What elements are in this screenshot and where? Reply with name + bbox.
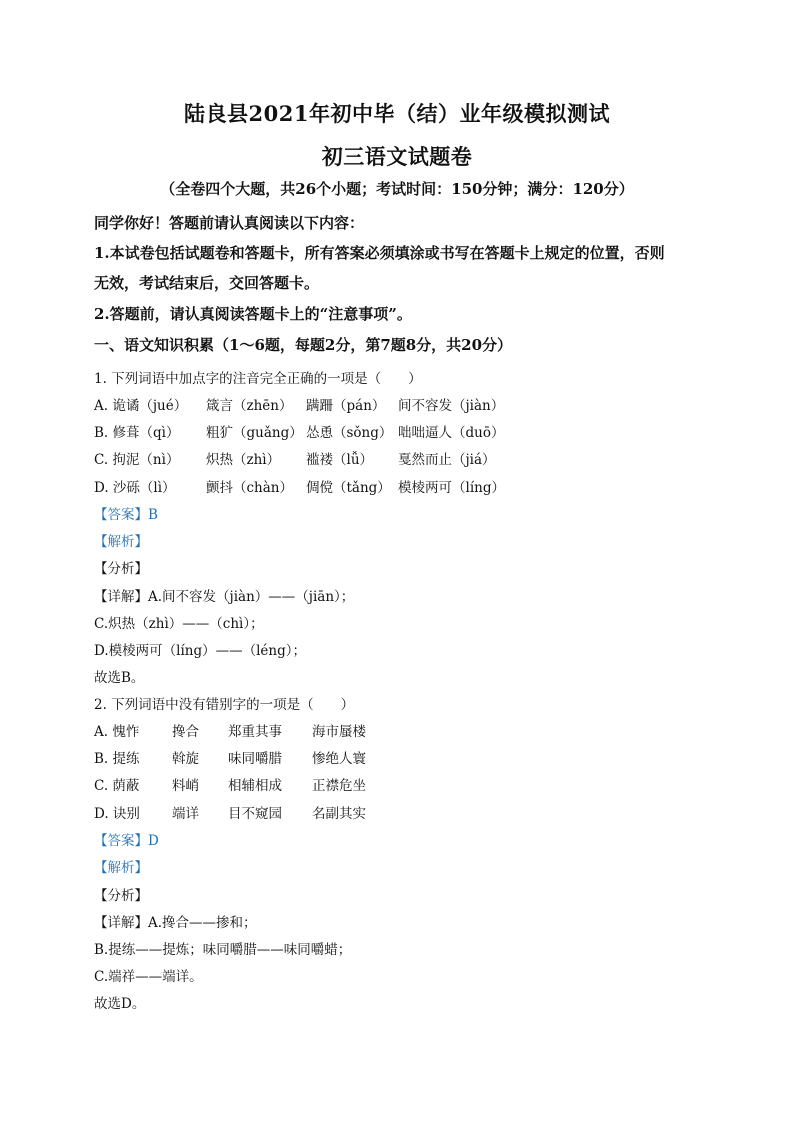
exam-note: （全卷四个大题，共26个小题；考试时间：150分钟；满分：120分） <box>160 180 634 198</box>
option-word: D. 沙砾（lì） <box>94 480 176 496</box>
q1-detail-2: C.炽热（zhì）——（chì）； <box>94 616 264 632</box>
option-word: 斡旋 <box>172 751 199 767</box>
option-word: A. 愧怍 <box>94 724 140 740</box>
option-word: 怂恿（sǒng） <box>306 425 393 441</box>
q2-fenxi: 【分析】 <box>94 888 148 904</box>
option-word: B. 修葺（qì） <box>94 425 180 441</box>
q2-answer: 【答案】D <box>94 833 159 849</box>
q2-conclusion: 故选D。 <box>94 996 146 1012</box>
option-word: D. 诀别 <box>94 806 140 822</box>
option-word: 颤抖（chàn） <box>206 480 293 496</box>
q2-detail-2: B.提练——提炼；味同嚼腊——味同嚼蜡； <box>94 942 352 958</box>
option-word: 搀合 <box>172 724 199 740</box>
page-subtitle: 初三语文试题卷 <box>321 144 473 169</box>
intro-rule-1a: 1.本试卷包括试题卷和答题卡，所有答案必须填涂或书写在答题卡上规定的位置，否则 <box>94 244 665 262</box>
q1-answer: 【答案】B <box>94 507 158 523</box>
q2-stem: 2. 下列词语中没有错别字的一项是（ ） <box>94 697 355 713</box>
option-word: 名副其实 <box>312 806 366 822</box>
q2-analysis-tag: 【解析】 <box>94 860 148 876</box>
option-word: 目不窥园 <box>228 806 282 822</box>
option-word: 料峭 <box>172 778 199 794</box>
page-title: 陆良县2021年初中毕（结）业年级模拟测试 <box>184 101 610 126</box>
option-word: 郑重其事 <box>228 724 282 740</box>
option-word: 蹒跚（pán） <box>306 398 386 414</box>
option-word: 戛然而止（jiá） <box>398 452 496 468</box>
intro-greeting: 同学你好！答题前请认真阅读以下内容： <box>94 214 365 232</box>
option-word: 惨绝人寰 <box>312 751 366 767</box>
option-word: 粗犷（guǎng） <box>206 425 303 441</box>
option-word: 间不容发（jiàn） <box>398 398 505 414</box>
option-word: C. 荫蔽 <box>94 778 140 794</box>
q1-detail-1: 【详解】A.间不容发（jiàn）——（jiān）； <box>94 589 355 605</box>
q1-analysis-tag: 【解析】 <box>94 534 148 550</box>
section-heading: 一、语文知识积累（1～6题，每题2分，第7题8分，共20分） <box>94 336 513 354</box>
option-word: B. 提练 <box>94 751 140 767</box>
option-word: 相辅相成 <box>228 778 282 794</box>
intro-rule-1b: 无效，考试结束后，交回答题卡。 <box>94 274 320 292</box>
option-word: 炽热（zhì） <box>206 452 281 468</box>
option-word: 端详 <box>172 806 199 822</box>
option-word: 褴褛（lǚ） <box>306 452 374 468</box>
option-word: 正襟危坐 <box>312 778 366 794</box>
option-word: 模棱两可（líng） <box>398 480 505 496</box>
q2-detail-1: 【详解】A.搀合——掺和； <box>94 915 257 931</box>
intro-rule-2: 2.答题前，请认真阅读答题卡上的“注意事项”。 <box>94 305 412 323</box>
q1-detail-3: D.模棱两可（líng）——（léng）； <box>94 643 306 659</box>
option-word: 海市蜃楼 <box>312 724 366 740</box>
option-word: 咄咄逼人（duō） <box>398 425 505 441</box>
option-word: 味同嚼腊 <box>228 751 282 767</box>
option-word: A. 诡谲（jué） <box>94 398 188 414</box>
option-word: 箴言（zhēn） <box>206 398 293 414</box>
q2-detail-3: C.端祥——端详。 <box>94 969 203 985</box>
q1-fenxi: 【分析】 <box>94 561 148 577</box>
q1-conclusion: 故选B。 <box>94 670 145 686</box>
option-word: C. 拘泥（nì） <box>94 452 180 468</box>
q1-stem: 1. 下列词语中加点字的注音完全正确的一项是（ ） <box>94 371 422 387</box>
option-word: 倜傥（tǎng） <box>306 480 391 496</box>
